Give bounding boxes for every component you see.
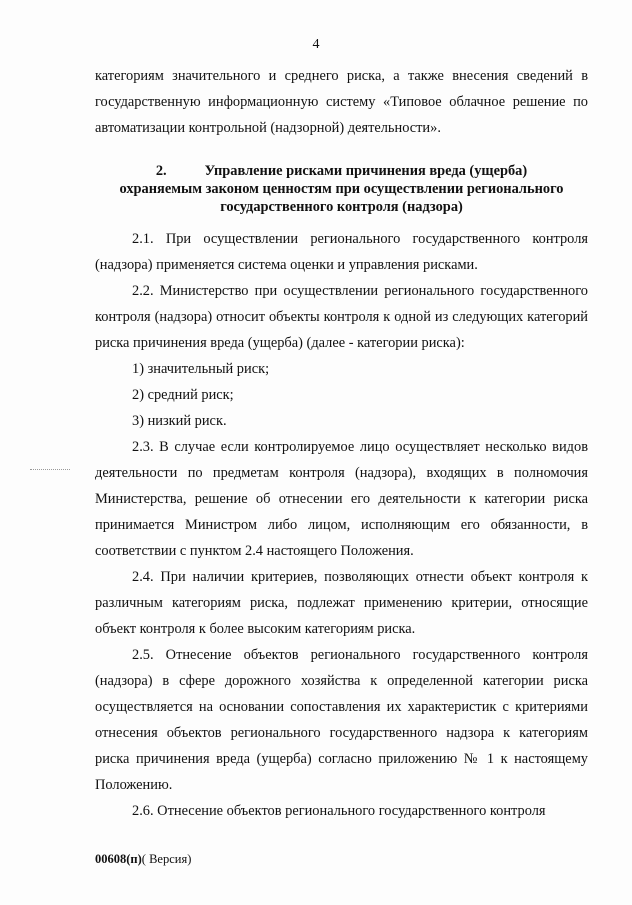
paragraph-2-2-block: [95, 278, 588, 356]
list-item-2: 2) средний риск;: [132, 387, 234, 403]
paragraph-2-1: 2.1. При осуществлении регионального государственного контроля (надзора) применяется система оценки и управления рисками.: [95, 231, 588, 273]
paragraph-2-6: 2.6. Отнесение объектов регионального государственного контроля: [132, 803, 546, 819]
paragraph-2-3-block: [95, 434, 588, 564]
list-item-3-block: [95, 408, 588, 434]
section-title-line1: Управление рисками причинения вреда (ущерба): [204, 163, 528, 179]
section-heading-line1: [95, 162, 588, 180]
list-item-3: 3) низкий риск.: [132, 413, 227, 429]
paragraph-2-3: 2.3. В случае если контролируемое лицо осуществляет несколько видов деятельности по предметам контроля (надзора), входящих в полномочия Министерства, решение об отнесении его деятельности к категории риска принимается Министром либо лицом, исполняющим его обязанности, в соответствии с пунктом 2.4 настоящего Положения.: [95, 439, 588, 559]
paragraph-2-1-block: [95, 226, 588, 278]
list-item-1-block: [95, 356, 588, 382]
section-number: 2.: [155, 163, 167, 179]
paragraph-2-5: 2.5. Отнесение объектов регионального государственного контроля (надзора) в сфере дорожного хозяйства к определенной категории риска осуществляется на основании сопоставления их характеристик с критериями отнесения объектов регионального государственного надзора к категориям риска причинения вреда (ущерба) согласно приложению № 1 к настоящему Положению.: [95, 647, 588, 793]
list-item-1: 1) значительный риск;: [132, 361, 270, 377]
page-number: 4: [312, 37, 320, 52]
document-version: ( Версия): [141, 852, 192, 866]
document-code: 00608(п): [95, 852, 142, 866]
document-footer: [95, 852, 191, 867]
list-item-2-block: [95, 382, 588, 408]
paragraph-2-2: 2.2. Министерство при осуществлении регионального государственного контроля (надзора) относит объекты контроля к одной из следующих категорий риска причинения вреда (ущерба) (далее - категории риска):: [95, 283, 588, 351]
paragraph-2-4-block: [95, 564, 588, 642]
section-title-line3: государственного контроля (надзора): [220, 199, 463, 215]
scan-artifact: [30, 469, 70, 472]
paragraph-2-5-block: [95, 642, 588, 798]
section-title-line2: охраняемым законом ценностям при осуществлении регионального: [119, 181, 564, 197]
paragraph-2-4: 2.4. При наличии критериев, позволяющих отнести объект контроля к различным категориям риска, подлежат применению критерии, относящие объект контроля к более высоким категориям риска.: [95, 569, 588, 637]
intro-paragraph-block: [95, 63, 588, 141]
paragraph-2-6-block: [95, 798, 588, 824]
section-heading: [95, 162, 588, 216]
intro-paragraph: категориям значительного и среднего риска, а также внесения сведений в государственную информационную систему «Типовое облачное решение по автоматизации контрольной (надзорной) деятельности».: [95, 68, 588, 136]
